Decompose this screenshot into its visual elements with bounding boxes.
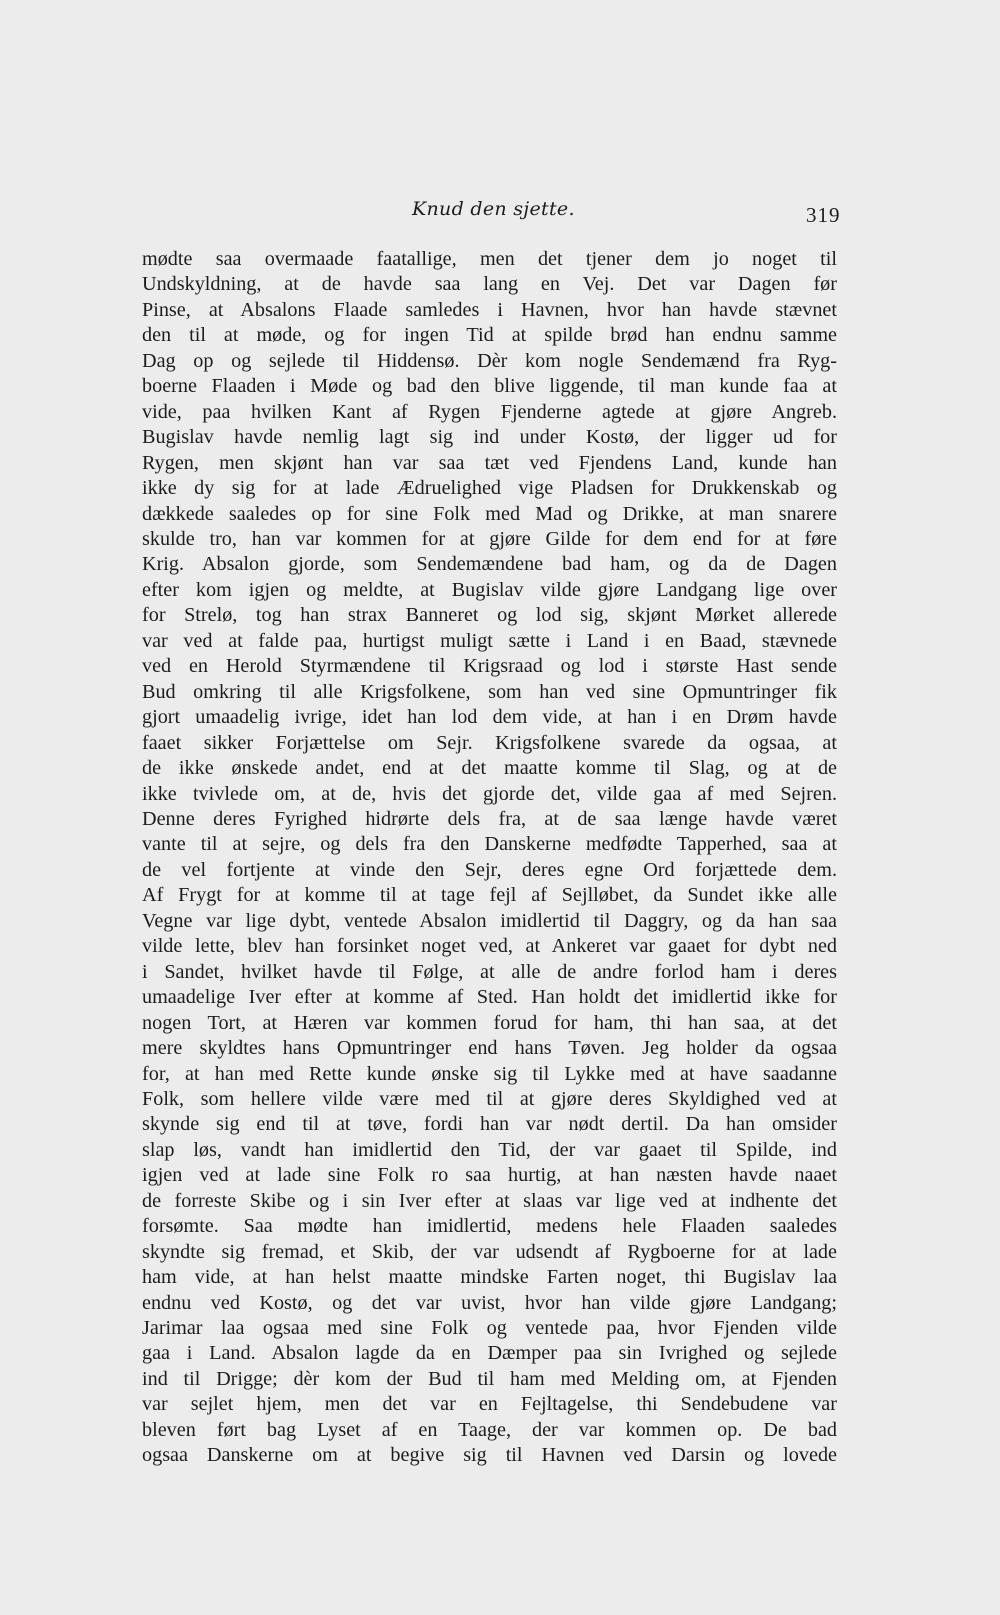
text-line: vante til at sejre, og dels fra den Danskerne medfødte Tapperhed, saa at (142, 833, 837, 856)
text-line: ind til Drigge; dèr kom der Bud til ham med Melding om, at Fjenden (142, 1367, 837, 1390)
running-title: Knud den sjette. (412, 198, 575, 220)
text-line: ved en Herold Styrmændene til Krigsraad og lod i største Hast sende (142, 655, 837, 678)
text-line: vide, paa hvilken Kant af Rygen Fjenderne agtede at gjøre Angreb. (142, 400, 837, 423)
body-text (142, 247, 837, 1469)
text-line: Folk, som hellere vilde være med til at gjøre deres Skyldighed ved at (142, 1087, 837, 1110)
text-line: ham vide, at han helst maatte mindske Farten noget, thi Bugislav laa (142, 1266, 837, 1289)
text-line: de ikke ønskede andet, end at det maatte komme til Slag, og at de (142, 757, 837, 780)
text-line: umaadelige Iver efter at komme af Sted. Han holdt det imidlertid ikke for (142, 986, 837, 1009)
text-line: var ved at falde paa, hurtigst muligt sætte i Land i en Baad, stævnede (142, 629, 837, 652)
text-line: Bud omkring til alle Krigsfolkene, som han ved sine Opmuntringer fik (142, 680, 837, 703)
text-line: Rygen, men skjønt han var saa tæt ved Fjendens Land, kunde han (142, 451, 837, 474)
text-line: bleven ført bag Lyset af en Taage, der var kommen op. De bad (142, 1418, 837, 1441)
text-line: igjen ved at lade sine Folk ro saa hurtig, at han næsten havde naaet (142, 1164, 837, 1187)
text-line: for Strelø, tog han strax Banneret og lod sig, skjønt Mørket allerede (142, 604, 837, 627)
text-line: vilde lette, blev han forsinket noget ved, at Ankeret var gaaet for dybt ned (142, 935, 837, 958)
text-line: Krig. Absalon gjorde, som Sendemændene bad ham, og da de Dagen (142, 553, 837, 576)
text-line: ikke tvivlede om, at de, hvis det gjorde det, vilde gaa af med Sejren. (142, 782, 837, 805)
text-line: faaet sikker Forjættelse om Sejr. Krigsfolkene svarede da ogsaa, at (142, 731, 837, 754)
text-line: Vegne var lige dybt, ventede Absalon imidlertid til Daggry, og da han saa (142, 909, 837, 932)
text-line: efter kom igjen og meldte, at Bugislav vilde gjøre Landgang lige over (142, 578, 837, 601)
text-line: ikke dy sig for at lade Ædruelighed vige Pladsen for Drukkenskab og (142, 477, 837, 500)
text-line: slap løs, vandt han imidlertid den Tid, der var gaaet til Spilde, ind (142, 1138, 837, 1161)
text-line: Pinse, at Absalons Flaade samledes i Havnen, hvor han havde stævnet (142, 298, 837, 321)
text-line: de forreste Skibe og i sin Iver efter at slaas var lige ved at indhente det (142, 1189, 837, 1212)
text-line: gaa i Land. Absalon lagde da en Dæmper paa sin Ivrighed og sejlede (142, 1342, 837, 1365)
text-line: Dag op og sejlede til Hiddensø. Dèr kom nogle Sendemænd fra Ryg- (142, 349, 837, 372)
text-line: boerne Flaaden i Møde og bad den blive liggende, til man kunde faa at (142, 375, 837, 398)
text-line: Denne deres Fyrighed hidrørte dels fra, at de saa længe havde været (142, 807, 837, 830)
text-line: nogen Tort, at Hæren var kommen forud for ham, thi han saa, at det (142, 1011, 837, 1034)
text-line: Undskyldning, at de havde saa lang en Vej. Det var Dagen før (142, 273, 837, 296)
text-line: mødte saa overmaade faatallige, men det tjener dem jo noget til (142, 248, 837, 270)
text-line: skyndte sig fremad, et Skib, der var udsendt af Rygboerne for at lade (142, 1240, 837, 1263)
text-line: skynde sig end til at tøve, fordi han var nødt dertil. Da han omsider (142, 1113, 837, 1136)
text-line: Bugislav havde nemlig lagt sig ind under Kostø, der ligger ud for (142, 426, 837, 449)
text-line: var sejlet hjem, men det var en Fejltagelse, thi Sendebudene var (142, 1393, 837, 1416)
text-line: forsømte. Saa mødte han imidlertid, medens hele Flaaden saaledes (142, 1215, 837, 1238)
page-number: 319 (806, 203, 841, 227)
text-line: endnu ved Kostø, og det var uvist, hvor han vilde gjøre Landgang; (142, 1291, 837, 1314)
text-line: ogsaa Danskerne om at begive sig til Havnen ved Darsin og lovede (142, 1444, 837, 1467)
text-line: Af Frygt for at komme til at tage fejl af Sejlløbet, da Sundet ikke alle (142, 884, 837, 907)
text-line: den til at møde, og for ingen Tid at spilde brød han endnu samme (142, 324, 837, 347)
text-line: dækkede saaledes op for sine Folk med Mad og Drikke, at man snarere (142, 502, 837, 525)
text-line: i Sandet, hvilket havde til Følge, at alle de andre forlod ham i deres (142, 960, 837, 983)
text-line: Jarimar laa ogsaa med sine Folk og ventede paa, hvor Fjenden vilde (142, 1317, 837, 1340)
text-line: skulde tro, han var kommen for at gjøre Gilde for dem end for at føre (142, 527, 837, 550)
text-line: de vel fortjente at vinde den Sejr, deres egne Ord forjættede dem. (142, 858, 837, 881)
text-line: gjort umaadelig ivrige, idet han lod dem vide, at han i en Drøm havde (142, 706, 837, 729)
text-line: for, at han med Rette kunde ønske sig til Lykke med at have saadanne (142, 1062, 837, 1085)
text-line: mere skyldtes hans Opmuntringer end hans Tøven. Jeg holder da ogsaa (142, 1037, 837, 1060)
